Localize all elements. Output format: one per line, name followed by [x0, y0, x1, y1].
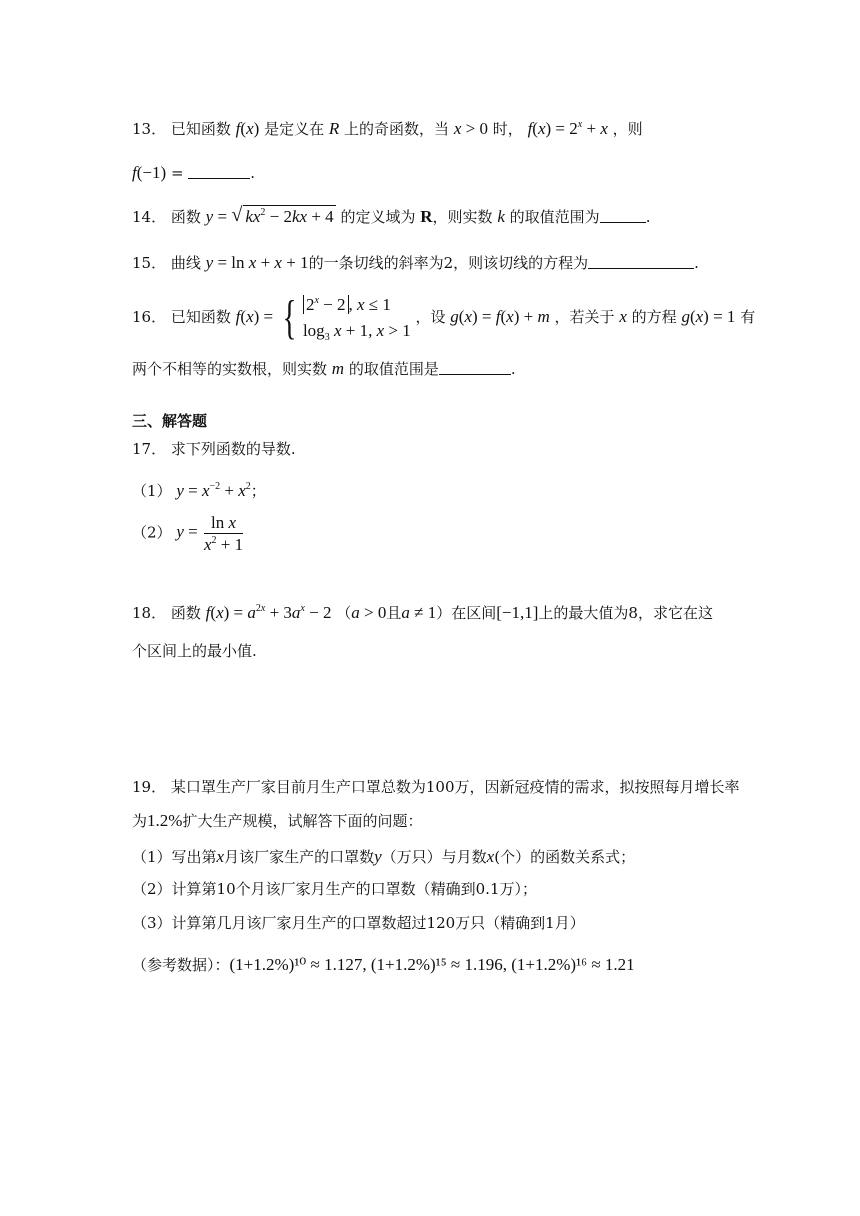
question-number: 18． — [132, 604, 167, 622]
question-19-part-2: （2）计算第10个月该厂家月生产的口罩数（精确到0.1万）； — [132, 880, 537, 898]
question-18-line-1: 18． 函数 $f(x) = a^{2x} + 3a^x - 2$ （a > 0且a ≠ 1）在区间[−1,1]上的最大值为8，求它在这 — [132, 603, 713, 622]
question-19-reference: （参考数据）：(1+1.2%)¹⁰ ≈ 1.127, (1+1.2%)¹⁵ ≈ 1.196, (1+1.2%)¹⁶ ≈ 1.21 — [132, 955, 635, 974]
question-17: 17． 求下列函数的导数. — [132, 440, 296, 458]
question-14: 14． 函数 y = √ $kx^2 - 2kx + 4$ 的定义域为 R，则实数 k 的取值范围为 . — [132, 204, 651, 226]
answer-blank[interactable] — [188, 164, 250, 179]
question-13-line-2: f(−1) = . — [132, 163, 256, 182]
question-number: 16． — [132, 308, 167, 326]
question-17-part-2: （2） y = $\frac{\text{ln x}}{x^2 + 1}$ — [132, 513, 244, 554]
question-number: 17． — [132, 440, 167, 458]
question-16-line-2: 两个不相等的实数根，则实数 m 的取值范围是 . — [132, 359, 516, 378]
question-17-part-1: （1） $y = x^{-2} + x^2$； — [132, 481, 266, 500]
question-19-line-2: 为1.2%扩大生产规模，试解答下面的问题： — [132, 811, 423, 830]
question-18-line-2: 个区间上的最小值. — [132, 642, 257, 660]
question-19-part-3: （3）计算第几月该厂家月生产的口罩数超过120万只（精确到1月） — [132, 914, 585, 932]
question-number: 14． — [132, 208, 167, 226]
question-19-part-1: （1）写出第x月该厂家生产的口罩数y（万只）与月数x(个）的函数关系式； — [132, 847, 636, 866]
question-number: 15． — [132, 254, 167, 272]
question-19-line-1: 19． 某口罩生产厂家目前月生产口罩总数为100万，因新冠疫情的需求，拟按照每月增长率 — [132, 778, 740, 796]
question-15: 15． 曲线 y = ln x + x + 1的一条切线的斜率为2，则该切线的方程为 . — [132, 253, 699, 272]
piecewise-function: $2^x - 2$ , x ≤ 1 $\log_3 x + 1$, x > 1 — [302, 295, 411, 343]
question-13-line-1: 13． 已知函数 f(x) 是定义在 R 上的奇函数，当 x > 0 时， $f(x) = 2^x + x$ ，则 — [132, 119, 643, 138]
reference-data-math: (1+1.2%)¹⁰ ≈ 1.127, (1+1.2%)¹⁵ ≈ 1.196, (1+1.2%)¹⁶ ≈ 1.21 — [229, 955, 635, 974]
question-number: 13． — [132, 120, 167, 138]
question-number: 19． — [132, 778, 167, 796]
answer-blank[interactable] — [600, 208, 646, 223]
question-16-line-1: 16． 已知函数 f(x) = { $2^x - 2$ , x ≤ 1 $\log_3 x + 1$, x > 1 ，设 g(x) = f(x) + m ，若关于 x 的方程 g(x) = 1 有 — [132, 291, 756, 344]
answer-blank[interactable] — [588, 254, 694, 269]
answer-blank[interactable] — [439, 360, 511, 375]
section-heading: 三、解答题 — [132, 412, 208, 430]
